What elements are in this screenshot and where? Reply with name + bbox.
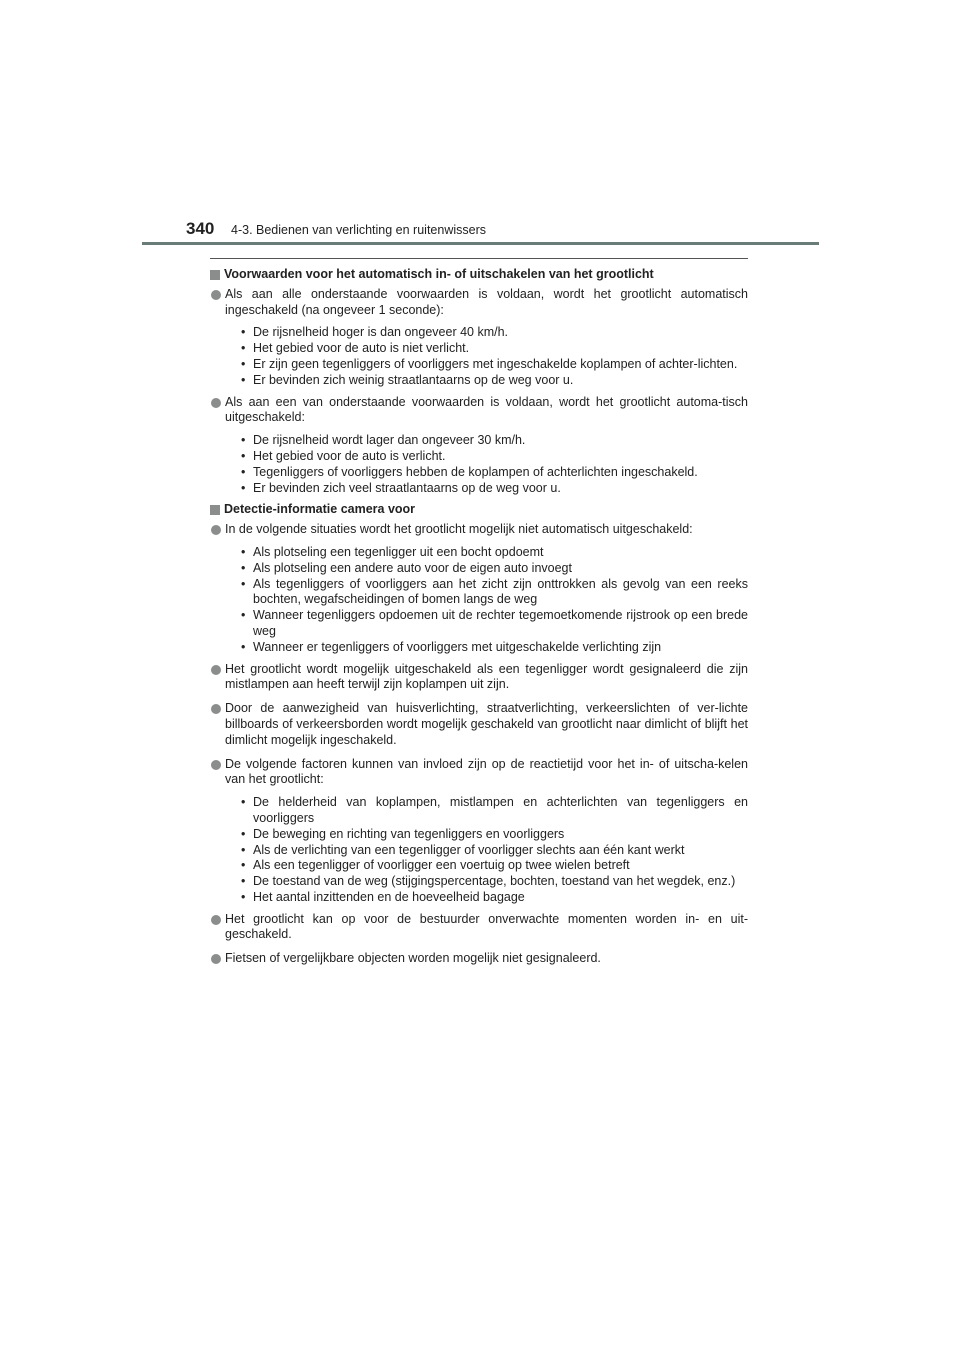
- square-bullet-icon: [210, 270, 220, 280]
- sub-list-item: • Als plotseling een tegenligger uit een bocht opdoemt: [210, 545, 748, 561]
- page-number: 340: [186, 219, 215, 238]
- list-item: [210, 912, 748, 944]
- list-item: [210, 701, 748, 748]
- sub-list-item: • Er bevinden zich veel straatlantaarns op de weg voor u.: [210, 481, 748, 497]
- sub-list: [210, 433, 748, 496]
- sub-list-item: • Het aantal inzittenden en de hoeveelheid bagage: [210, 890, 748, 906]
- sub-list-item: • Er zijn geen tegenliggers of voorliggers met ingeschakelde koplampen of achter-lichten.: [210, 357, 748, 373]
- circle-bullet-icon: [211, 954, 221, 964]
- sub-list-item: • De rijsnelheid hoger is dan ongeveer 40 km/h.: [210, 325, 748, 341]
- square-bullet-icon: [210, 505, 220, 515]
- bullet-text: Als aan een van onderstaande voorwaarden is voldaan, wordt het grootlicht automa-tisch uitgeschakeld:: [225, 394, 748, 425]
- list-item: [210, 287, 748, 319]
- bullet-text: Fietsen of vergelijkbare objecten worden mogelijk niet gesignaleerd.: [225, 951, 601, 966]
- sub-list-item: • De beweging en richting van tegenliggers en voorliggers: [210, 827, 748, 843]
- sub-list-item: • Het gebied voor de auto is verlicht.: [210, 449, 748, 465]
- sub-list-item: • De helderheid van koplampen, mistlampen en achterlichten van tegenliggers en voorliggers: [210, 795, 748, 827]
- bullet-text: In de volgende situaties wordt het grootlicht mogelijk niet automatisch uitgeschakeld:: [225, 522, 693, 537]
- section-heading: [210, 502, 748, 518]
- sub-list-item: • De rijsnelheid wordt lager dan ongeveer 30 km/h.: [210, 433, 748, 449]
- list-item: [210, 395, 748, 427]
- circle-bullet-icon: [211, 704, 221, 714]
- circle-bullet-icon: [211, 915, 221, 925]
- section-camera-detection: [210, 502, 748, 967]
- circle-bullet-icon: [211, 398, 221, 408]
- section-heading-text: Detectie-informatie camera voor: [224, 502, 416, 517]
- sub-list-item: • Als plotseling een andere auto voor de eigen auto invoegt: [210, 561, 748, 577]
- circle-bullet-icon: [211, 760, 221, 770]
- bullet-text: Het grootlicht wordt mogelijk uitgeschakeld als een tegenligger wordt gesignaleerd die zijn mistlampen aan heeft terwijl zijn koplampen uit zijn.: [225, 661, 748, 692]
- section-conditions: [210, 258, 748, 496]
- bullet-text: Het grootlicht kan op voor de bestuurder onverwachte momenten worden in- en uit-geschakeld.: [225, 911, 748, 942]
- header-rule: [142, 242, 819, 245]
- bullet-text: Als aan alle onderstaande voorwaarden is voldaan, wordt het grootlicht automatisch ingeschakeld (na ongeveer 1 seconde):: [225, 286, 748, 317]
- sub-list-item: • Tegenliggers of voorliggers hebben de koplampen of achterlichten ingeschakeld.: [210, 465, 748, 481]
- sub-list-item: • Als tegenliggers of voorliggers aan het zicht zijn onttrokken als gevolg van een reeks bochten, wegafscheidingen of bomen langs de weg: [210, 577, 748, 609]
- list-item: [210, 522, 748, 538]
- sub-list: [210, 325, 748, 388]
- sub-list-item: • Wanneer er tegenliggers of voorliggers met uitgeschakelde verlichting zijn: [210, 640, 748, 656]
- bullet-text: Door de aanwezigheid van huisverlichting, straatverlichting, verkeerslichten of ver-lichte billboards of verkeersborden wordt mogelijk geschakeld van grootlicht naar dimlicht of blijft het dimlicht mogelijk ingeschakeld.: [225, 701, 748, 747]
- sub-list: [210, 795, 748, 906]
- list-item: [210, 951, 748, 967]
- circle-bullet-icon: [211, 525, 221, 535]
- content: [210, 258, 748, 971]
- circle-bullet-icon: [211, 290, 221, 300]
- section-heading: [210, 258, 748, 283]
- sub-list-item: • Het gebied voor de auto is niet verlicht.: [210, 341, 748, 357]
- circle-bullet-icon: [211, 665, 221, 675]
- list-item: [210, 757, 748, 789]
- section-heading-text: Voorwaarden voor het automatisch in- of uitschakelen van het grootlicht: [224, 267, 654, 281]
- sub-list: [210, 545, 748, 656]
- sub-list-item: • Als de verlichting van een tegenligger of voorligger slechts aan één kant werkt: [210, 843, 748, 859]
- sub-list-item: • De toestand van de weg (stijgingspercentage, bochten, toestand van het wegdek, enz.): [210, 874, 748, 890]
- sub-list-item: • Wanneer tegenliggers opdoemen uit de rechter tegemoetkomende rijstrook op een brede weg: [210, 608, 748, 640]
- list-item: [210, 662, 748, 694]
- chapter-title: 4-3. Bedienen van verlichting en ruitenwissers: [231, 223, 486, 237]
- sub-list-item: • Als een tegenligger of voorligger een voertuig op twee wielen betreft: [210, 858, 748, 874]
- sub-list-item: • Er bevinden zich weinig straatlantaarns op de weg voor u.: [210, 373, 748, 389]
- bullet-text: De volgende factoren kunnen van invloed zijn op de reactietijd voor het in- of uitscha-kelen van het grootlicht:: [225, 756, 748, 787]
